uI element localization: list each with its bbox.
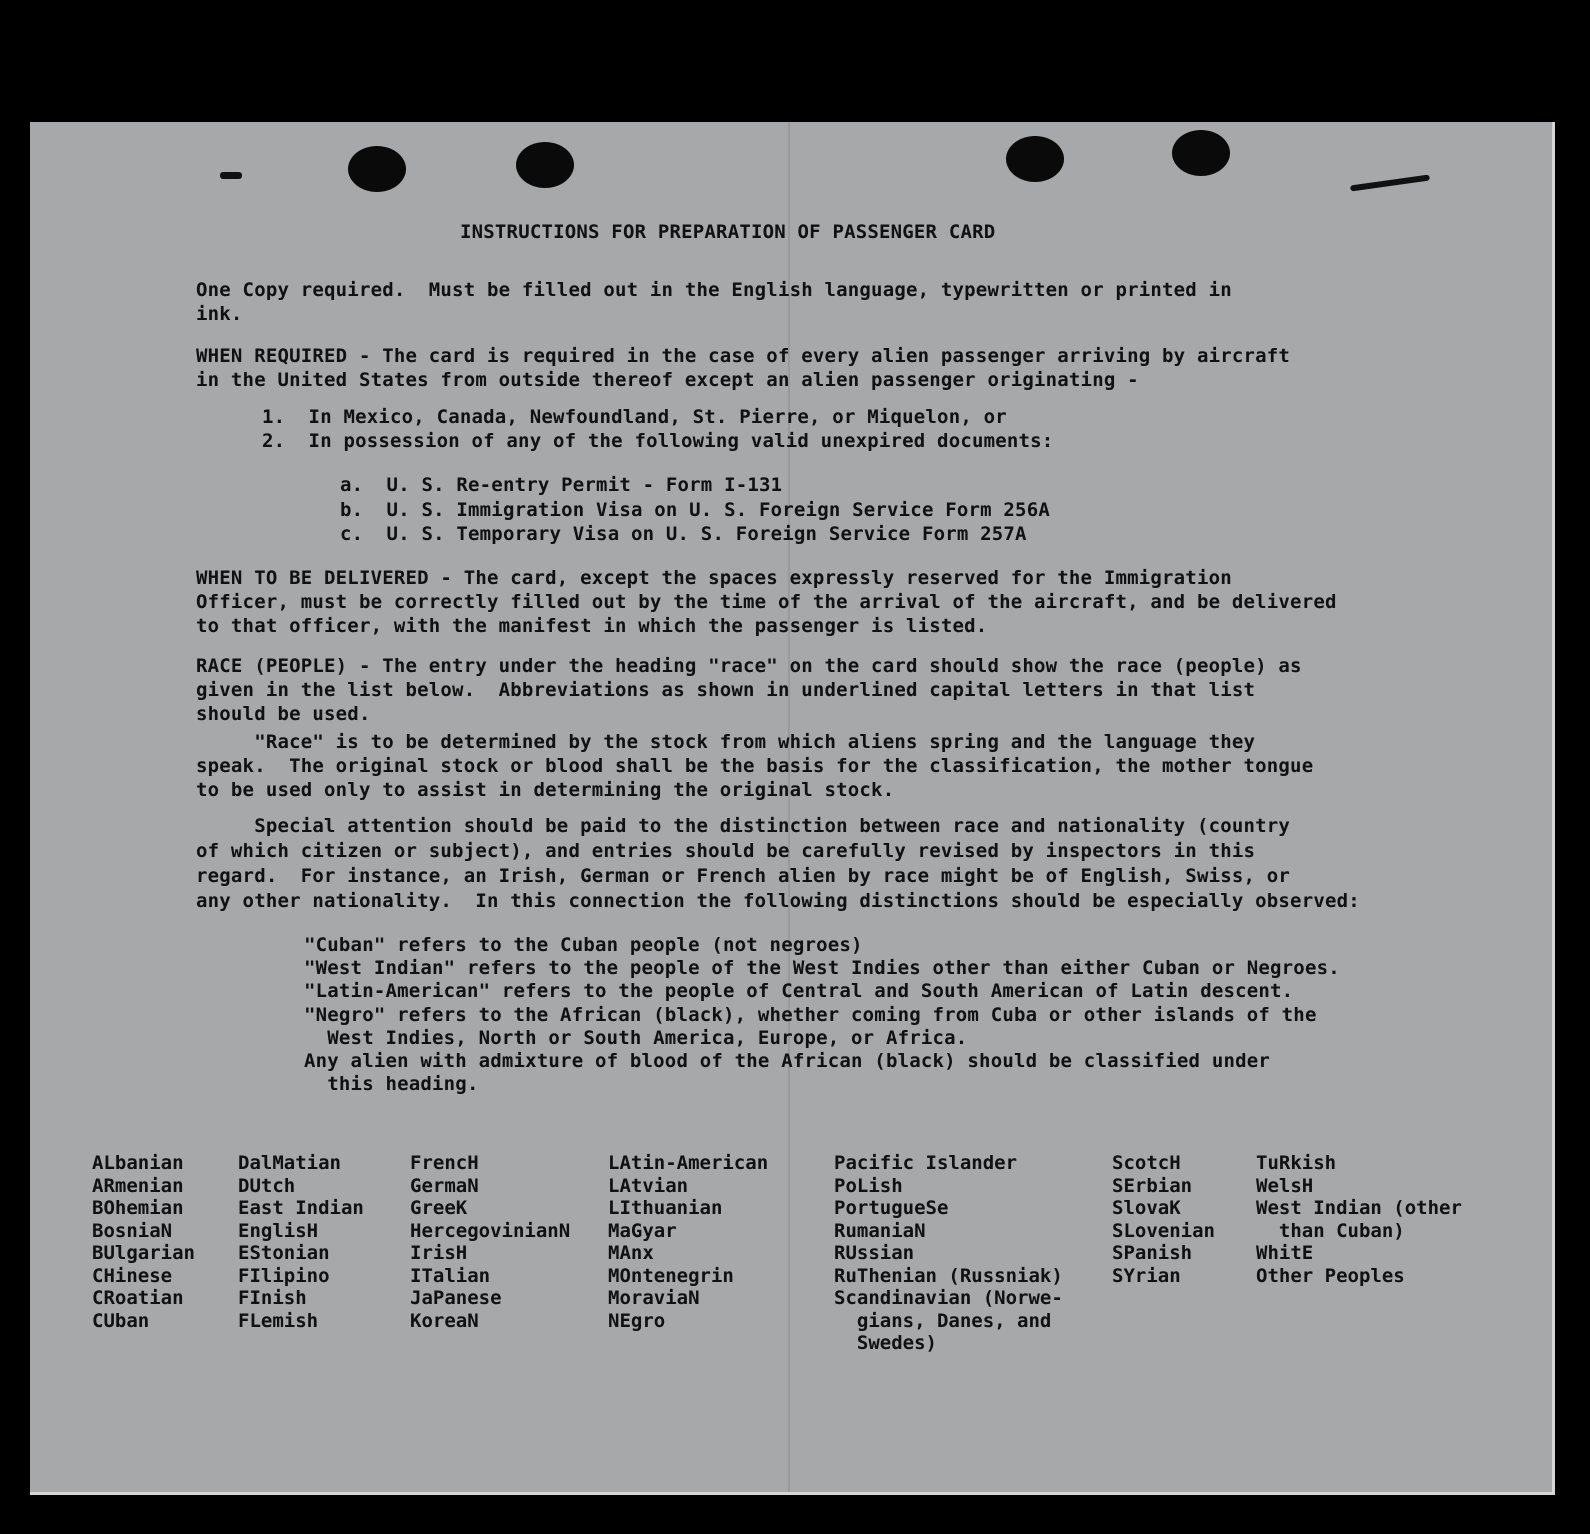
list-item: FInish — [238, 1287, 307, 1309]
list-item: BOhemian — [92, 1197, 184, 1219]
list-item: Other Peoples — [1256, 1264, 1405, 1287]
list-item: CHinese — [92, 1264, 173, 1287]
race-column-3 — [410, 1152, 570, 1332]
list-item: MaGyar — [608, 1219, 677, 1242]
list-item: PoLish — [834, 1174, 903, 1197]
list-item: GermaN — [410, 1174, 479, 1197]
list-item: LAtvian — [608, 1174, 689, 1197]
list-item: ARmenian — [92, 1174, 184, 1197]
origin-list: 1. In Mexico, Canada, Newfoundland, St. Pierre, or Miquelon, or 2. In possession of any of the following valid unexpired documents: — [262, 406, 1054, 452]
ink-mark — [1350, 174, 1430, 191]
list-item: CRoatian — [92, 1287, 184, 1309]
when-delivered-paragraph: WHEN TO BE DELIVERED - The card, except the spaces expressly reserved for the Immigration Officer, must be correctly filled out by the time of the arrival of the aircraft, and be delivered to that officer, with the manifest in which the passenger is listed. — [196, 567, 1337, 637]
list-item: GreeK — [410, 1197, 468, 1219]
list-item: SLovenian — [1112, 1219, 1215, 1242]
race-heading-paragraph: RACE (PEOPLE) - The entry under the heading "race" on the card should show the race (people) as given in the list below. Abbreviations as shown in underlined capital letters in that list should be used. — [196, 655, 1302, 725]
race-definition-paragraph: "Race" is to be determined by the stock from which aliens spring and the language they speak. The original stock or blood shall be the basis for the classification, the mother tongue to be used only to assist in determining the original stock. — [196, 731, 1314, 801]
list-item: gians, Danes, and — [834, 1309, 1052, 1332]
list-item: JaPanese — [410, 1287, 502, 1309]
list-item: WhitE — [1256, 1242, 1314, 1264]
race-column-6 — [1112, 1152, 1215, 1287]
list-item: SlovaK — [1112, 1197, 1181, 1219]
list-item: Pacific Islander — [834, 1152, 1018, 1174]
list-item: FrencH — [410, 1152, 479, 1174]
list-item: FIlipino — [238, 1264, 330, 1287]
list-item: CUban — [92, 1309, 150, 1332]
list-item: FLemish — [238, 1309, 319, 1332]
list-item: TuRkish — [1256, 1152, 1337, 1174]
list-item: Swedes) — [834, 1332, 937, 1354]
list-item: DalMatian — [238, 1152, 341, 1174]
list-item: RuThenian (Russniak) — [834, 1264, 1063, 1287]
page-fold — [788, 122, 790, 1492]
list-item: IrisH — [410, 1242, 468, 1264]
list-item: SPanish — [1112, 1242, 1193, 1264]
list-item: HercegovinianN — [410, 1219, 571, 1242]
intro-paragraph: One Copy required. Must be filled out in the English language, typewritten or printed in ink. — [196, 279, 1232, 325]
list-item: BUlgarian — [92, 1242, 195, 1264]
distinctions-list: "Cuban" refers to the Cuban people (not negroes) "West Indian" refers to the people of the West Indies other than either Cuban or Negroes. "Latin-American" refers to the people of Central and South American of Latin descent. "Negro" refers to the African (black), whether coming from Cuba or other islands of the West Indies, North or South America, Europe, or Africa. Any alien with admixture of blood of the African (black) should be classified under this heading. — [304, 934, 1340, 1096]
list-item: EnglisH — [238, 1219, 319, 1242]
race-column-1 — [92, 1152, 195, 1332]
list-item: East Indian — [238, 1197, 364, 1219]
punch-hole-4 — [1172, 130, 1230, 176]
race-column-7 — [1256, 1152, 1462, 1287]
list-item: RumaniaN — [834, 1219, 926, 1242]
special-attention-paragraph: Special attention should be paid to the distinction between race and nationality (country of which citizen or subject), and entries should be carefully revised by inspectors in this regard. For instance, an Irish, German or French alien by race might be of English, Swiss, or any other nationality. In this connection the following distinctions should be especially observed: — [196, 815, 1360, 912]
list-item: BosniaN — [92, 1219, 173, 1242]
page-title: INSTRUCTIONS FOR PREPARATION OF PASSENGER CARD — [460, 221, 996, 243]
list-item: PortugueSe — [834, 1197, 949, 1219]
list-item: NEgro — [608, 1309, 666, 1332]
list-item: MAnx — [608, 1242, 654, 1264]
list-item: Scandinavian (Norwe- — [834, 1287, 1063, 1309]
list-item: KoreaN — [410, 1309, 479, 1332]
race-column-5 — [834, 1152, 1063, 1355]
document-list: a. U. S. Re-entry Permit - Form I-131 b. U. S. Immigration Visa on U. S. Foreign Service Form 256A c. U. S. Temporary Visa on U. S. Foreign Service Form 257A — [340, 474, 1050, 545]
list-item: DUtch — [238, 1174, 296, 1197]
list-item: MOntenegrin — [608, 1264, 734, 1287]
race-column-2 — [238, 1152, 364, 1332]
punch-hole-2 — [516, 142, 574, 188]
punch-hole-1 — [348, 146, 406, 192]
list-item: LIthuanian — [608, 1197, 723, 1219]
list-item: MoraviaN — [608, 1287, 700, 1309]
list-item: ITalian — [410, 1264, 491, 1287]
list-item: West Indian (other — [1256, 1197, 1462, 1219]
list-item: EStonian — [238, 1242, 330, 1264]
list-item: than Cuban) — [1256, 1219, 1405, 1242]
list-item: RUssian — [834, 1242, 915, 1264]
list-item: ALbanian — [92, 1152, 184, 1174]
ink-mark — [220, 172, 242, 179]
list-item: ScotcH — [1112, 1152, 1181, 1174]
list-item: LAtin-American — [608, 1152, 769, 1174]
when-required-paragraph: WHEN REQUIRED - The card is required in the case of every alien passenger arriving by aircraft in the United States from outside thereof except an alien passenger originating - — [196, 345, 1291, 391]
list-item: SYrian — [1112, 1264, 1181, 1287]
list-item: SErbian — [1112, 1174, 1193, 1197]
punch-hole-3 — [1006, 136, 1064, 182]
race-column-4 — [608, 1152, 768, 1332]
list-item: WelsH — [1256, 1174, 1314, 1197]
